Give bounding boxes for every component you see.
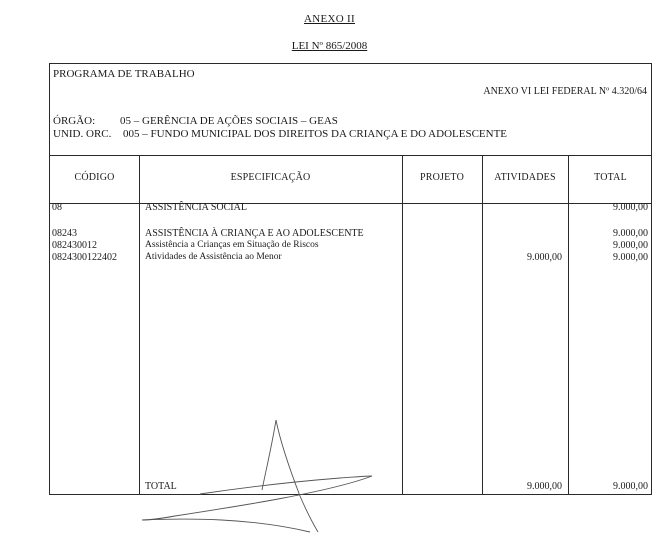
program-header	[50, 64, 651, 156]
column-divider	[568, 155, 569, 494]
column-divider	[139, 155, 140, 494]
federal-law-reference: ANEXO VI LEI FEDERAL Nº 4.320/64	[483, 86, 647, 97]
column-header-especificacao: ESPECIFICAÇÃO	[230, 172, 311, 183]
row-especificacao: Atividades de Assistência ao Menor	[145, 252, 282, 262]
row-codigo: 082430012	[52, 240, 97, 251]
row-total: 9.000,00	[613, 240, 648, 251]
row-especificacao: ASSISTÊNCIA À CRIANÇA E AO ADOLESCENTE	[145, 228, 364, 239]
row-total: 9.000,00	[613, 202, 648, 213]
column-header-projeto: PROJETO	[419, 172, 464, 183]
header-row-divider	[50, 203, 651, 204]
column-header-total: TOTAL	[594, 172, 627, 183]
program-title: PROGRAMA DE TRABALHO	[53, 68, 195, 80]
orgao-value: 05 – GERÊNCIA DE AÇÕES SOCIAIS – GEAS	[120, 115, 338, 127]
law-number: LEI Nº 865/2008	[291, 40, 368, 52]
column-header-atividades: ATIVIDADES	[494, 172, 556, 183]
unid-orc-label: UNID. ORC.	[53, 128, 112, 140]
row-codigo: 0824300122402	[52, 252, 117, 263]
column-divider	[482, 155, 483, 494]
row-total: 9.000,00	[613, 252, 648, 263]
unid-orc-value: 005 – FUNDO MUNICIPAL DOS DIREITOS DA CRIANÇA E DO ADOLESCENTE	[123, 128, 508, 140]
column-header-codigo: CÓDIGO	[74, 172, 115, 183]
total-atividades: 9.000,00	[527, 481, 562, 492]
row-total: 9.000,00	[613, 228, 648, 239]
work-program-table	[49, 63, 652, 495]
total-label: TOTAL	[145, 481, 177, 492]
column-divider	[402, 155, 403, 494]
total-value: 9.000,00	[613, 481, 648, 492]
annex-title: ANEXO II	[304, 13, 355, 25]
row-especificacao: ASSISTÊNCIA SOCIAL	[145, 202, 247, 213]
row-codigo: 08243	[52, 228, 77, 239]
row-atividades: 9.000,00	[527, 252, 562, 263]
row-codigo: 08	[52, 202, 62, 213]
row-especificacao: Assistência a Crianças em Situação de Riscos	[145, 240, 319, 250]
orgao-label: ÓRGÃO:	[53, 115, 96, 127]
